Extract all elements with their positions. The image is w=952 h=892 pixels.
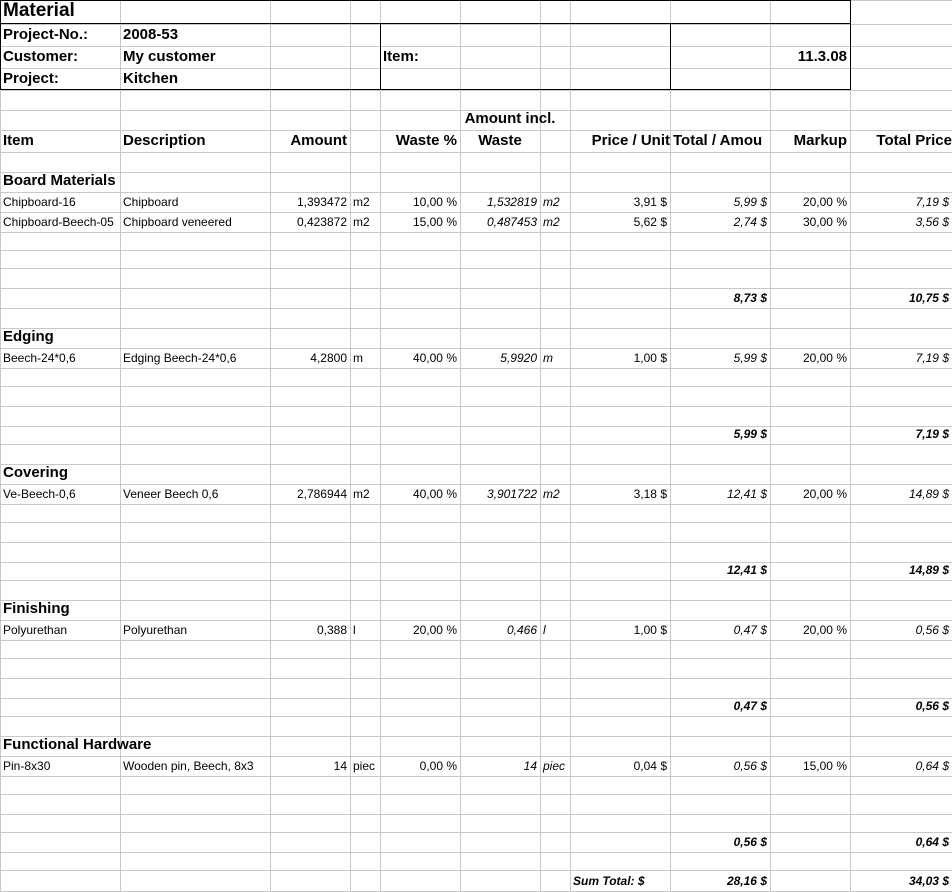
date-value[interactable]: 11.3.08 — [797, 48, 847, 65]
section-title[interactable]: Functional Hardware — [3, 736, 152, 753]
section-title[interactable]: Edging — [3, 328, 54, 345]
header-border — [670, 23, 671, 90]
col-header-waste[interactable]: Waste % — [395, 132, 457, 149]
project-no-value[interactable]: 2008-53 — [123, 26, 179, 43]
header-border — [0, 89, 851, 90]
col-header-total-amount[interactable]: Total / Amou — [673, 132, 763, 149]
row-description[interactable]: Chipboard — [123, 195, 179, 209]
subtotal-price[interactable]: 10,75 $ — [908, 291, 949, 305]
row-markup[interactable]: 15,00 % — [802, 759, 847, 773]
sheet-title[interactable]: Material — [3, 0, 75, 21]
row-total-amount[interactable]: 5,99 $ — [733, 195, 767, 209]
row-waste[interactable]: 40,00 % — [412, 487, 457, 501]
row-total-amount[interactable]: 2,74 $ — [733, 215, 767, 229]
subtotal-amount[interactable]: 8,73 $ — [733, 291, 767, 305]
row-total-amount[interactable]: 12,41 $ — [726, 487, 767, 501]
row-item[interactable]: Beech-24*0,6 — [3, 351, 76, 365]
row-item[interactable]: Pin-8x30 — [3, 759, 51, 773]
row-price-unit[interactable]: 3,91 $ — [633, 195, 667, 209]
row-markup[interactable]: 20,00 % — [802, 195, 847, 209]
sum-total-price[interactable]: 34,03 $ — [908, 874, 949, 888]
row-amount[interactable]: 14 — [333, 759, 347, 773]
row-amount[interactable]: 0,388 — [316, 623, 347, 637]
subtotal-amount[interactable]: 0,56 $ — [733, 835, 767, 849]
subtotal-price[interactable]: 7,19 $ — [915, 427, 949, 441]
row-item[interactable]: Chipboard-16 — [3, 195, 76, 209]
col-header-description[interactable]: Description — [123, 132, 206, 149]
row-amount-incl[interactable]: 0,487453 — [486, 215, 537, 229]
row-total-price[interactable]: 0,56 $ — [915, 623, 949, 637]
row-unit-incl[interactable]: l — [543, 623, 546, 637]
subtotal-price[interactable]: 0,64 $ — [915, 835, 949, 849]
row-item[interactable]: Chipboard-Beech-05 — [3, 215, 114, 229]
col-header-amount-incl-1[interactable]: Amount incl. — [464, 110, 556, 127]
row-amount-incl[interactable]: 3,901722 — [486, 487, 537, 501]
item-label[interactable]: Item: — [383, 48, 419, 65]
row-markup[interactable]: 30,00 % — [802, 215, 847, 229]
row-description[interactable]: Veneer Beech 0,6 — [123, 487, 219, 501]
row-waste[interactable]: 40,00 % — [412, 351, 457, 365]
row-total-price[interactable]: 14,89 $ — [908, 487, 949, 501]
subtotal-price[interactable]: 0,56 $ — [915, 699, 949, 713]
sum-total-amount[interactable]: 28,16 $ — [726, 874, 767, 888]
section-title[interactable]: Covering — [3, 464, 69, 481]
row-description[interactable]: Chipboard veneered — [123, 215, 232, 229]
row-unit-incl[interactable]: m — [543, 351, 553, 365]
sum-total-label[interactable]: Sum Total: $ — [573, 874, 645, 888]
row-amount-incl[interactable]: 5,9920 — [500, 351, 537, 365]
row-amount-incl[interactable]: 14 — [523, 759, 537, 773]
row-description[interactable]: Edging Beech-24*0,6 — [123, 351, 237, 365]
project-value[interactable]: Kitchen — [123, 70, 179, 87]
col-header-total-price[interactable]: Total Price — [876, 132, 952, 149]
row-waste[interactable]: 10,00 % — [412, 195, 457, 209]
customer-value[interactable]: My customer — [123, 48, 216, 65]
col-header-price-unit[interactable]: Price / Unit — [591, 132, 670, 149]
row-unit-incl[interactable]: m2 — [543, 487, 560, 501]
section-title[interactable]: Board Materials — [3, 172, 116, 189]
row-amount-incl[interactable]: 1,532819 — [486, 195, 537, 209]
row-waste[interactable]: 0,00 % — [419, 759, 457, 773]
project-label[interactable]: Project: — [3, 70, 59, 87]
row-amount[interactable]: 1,393472 — [296, 195, 347, 209]
row-amount[interactable]: 4,2800 — [310, 351, 347, 365]
subtotal-amount[interactable]: 0,47 $ — [733, 699, 767, 713]
customer-label[interactable]: Customer: — [3, 48, 79, 65]
subtotal-price[interactable]: 14,89 $ — [908, 563, 949, 577]
header-border — [0, 23, 851, 24]
row-markup[interactable]: 20,00 % — [802, 351, 847, 365]
col-header-amount[interactable]: Amount — [290, 132, 347, 149]
row-unit[interactable]: m2 — [353, 195, 370, 209]
row-unit[interactable]: m2 — [353, 215, 370, 229]
row-total-amount[interactable]: 5,99 $ — [733, 351, 767, 365]
row-price-unit[interactable]: 1,00 $ — [633, 623, 667, 637]
row-unit-incl[interactable]: m2 — [543, 215, 560, 229]
row-item[interactable]: Polyurethan — [3, 623, 68, 637]
row-total-price[interactable]: 3,56 $ — [915, 215, 949, 229]
section-title[interactable]: Finishing — [3, 600, 70, 617]
row-unit[interactable]: m2 — [353, 487, 370, 501]
row-unit-incl[interactable]: piec — [543, 759, 566, 773]
row-item[interactable]: Ve-Beech-0,6 — [3, 487, 76, 501]
row-unit[interactable]: m — [353, 351, 363, 365]
row-markup[interactable]: 20,00 % — [802, 623, 847, 637]
row-description[interactable]: Polyurethan — [123, 623, 188, 637]
header-border — [380, 23, 381, 90]
row-total-amount[interactable]: 0,56 $ — [733, 759, 767, 773]
header-border — [0, 0, 1, 90]
project-no-label[interactable]: Project-No.: — [3, 26, 89, 43]
row-total-price[interactable]: 7,19 $ — [915, 195, 949, 209]
row-unit[interactable]: piec — [353, 759, 376, 773]
row-total-price[interactable]: 7,19 $ — [915, 351, 949, 365]
row-description[interactable]: Wooden pin, Beech, 8x3 — [123, 759, 254, 773]
col-header-amount-incl-2[interactable]: Waste — [478, 132, 522, 149]
row-price-unit[interactable]: 3,18 $ — [633, 487, 667, 501]
col-header-markup[interactable]: Markup — [793, 132, 847, 149]
row-total-amount[interactable]: 0,47 $ — [733, 623, 767, 637]
row-markup[interactable]: 20,00 % — [802, 487, 847, 501]
subtotal-amount[interactable]: 5,99 $ — [733, 427, 767, 441]
row-price-unit[interactable]: 5,62 $ — [633, 215, 667, 229]
row-amount-incl[interactable]: 0,466 — [506, 623, 537, 637]
row-waste[interactable]: 20,00 % — [412, 623, 457, 637]
row-amount[interactable]: 0,423872 — [296, 215, 347, 229]
row-unit[interactable]: l — [353, 623, 356, 637]
row-unit-incl[interactable]: m2 — [543, 195, 560, 209]
col-header-item[interactable]: Item — [3, 132, 34, 149]
row-waste[interactable]: 15,00 % — [412, 215, 457, 229]
header-border — [850, 0, 851, 90]
subtotal-amount[interactable]: 12,41 $ — [726, 563, 767, 577]
row-price-unit[interactable]: 0,04 $ — [633, 759, 667, 773]
row-price-unit[interactable]: 1,00 $ — [633, 351, 667, 365]
row-amount[interactable]: 2,786944 — [296, 487, 347, 501]
row-total-price[interactable]: 0,64 $ — [915, 759, 949, 773]
